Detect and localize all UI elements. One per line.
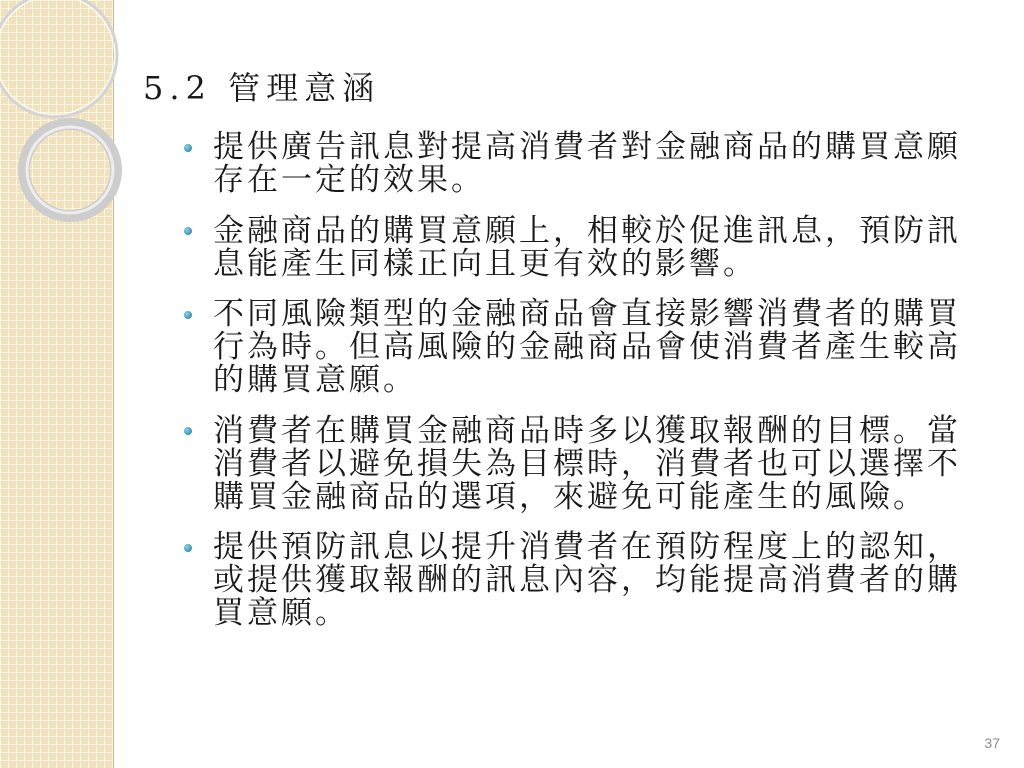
bullet-text-line: 存在一定的效果。 bbox=[213, 162, 485, 198]
bullet-text-line: 消費者以避免損失為目標時，消費者也可以選擇不 bbox=[213, 445, 961, 482]
bullet-text-line: 提供廣告訊息對提高消費者對金融商品的購買意願 bbox=[213, 129, 961, 165]
bullet-text-line: 或提供獲取報酬的訊息內容，均能提高消費者的購 bbox=[213, 562, 961, 598]
page-number: 37 bbox=[984, 735, 1000, 751]
bullet-text-line: 息能產生同樣正向且更有效的影響。 bbox=[213, 245, 757, 282]
bullet-dot-icon bbox=[184, 311, 192, 319]
bullet-item bbox=[213, 412, 1003, 515]
bullet-text-line: 買意願。 bbox=[213, 595, 349, 631]
decorative-ring-large-highlight bbox=[0, 0, 115, 115]
bullet-dot-icon bbox=[184, 144, 192, 152]
bullet-text-line: 消費者在購買金融商品時多以獲取報酬的目標。當 bbox=[213, 412, 961, 449]
bullet-dot-icon bbox=[184, 427, 192, 435]
decorative-rings bbox=[0, 0, 140, 260]
bullet-item bbox=[213, 131, 1003, 197]
bullet-text-line: 的購買意願。 bbox=[213, 362, 417, 398]
bullet-item bbox=[213, 212, 1003, 282]
bullet-item bbox=[213, 298, 1003, 397]
decorative-ring-small-highlight bbox=[27, 127, 113, 213]
bullet-item bbox=[213, 531, 1003, 630]
slide-title: 5.2 管理意涵 bbox=[143, 69, 381, 107]
bullet-text-line: 行為時。但高風險的金融商品會使消費者產生較高 bbox=[213, 329, 961, 365]
bullet-text-line: 購買金融商品的選項，來避免可能產生的風險。 bbox=[213, 478, 927, 515]
bullet-dot-icon bbox=[184, 227, 192, 235]
bullet-text-line: 不同風險類型的金融商品會直接影響消費者的購買 bbox=[213, 296, 961, 332]
bullet-list bbox=[213, 131, 1003, 648]
decorative-ring-large bbox=[0, 0, 117, 117]
bullet-text-line: 提供預防訊息以提升消費者在預防程度上的認知， bbox=[213, 529, 961, 565]
bullet-dot-icon bbox=[184, 544, 192, 552]
bullet-text-line: 金融商品的購買意願上，相較於促進訊息，預防訊 bbox=[213, 212, 961, 249]
decorative-ring-small bbox=[24, 124, 116, 216]
